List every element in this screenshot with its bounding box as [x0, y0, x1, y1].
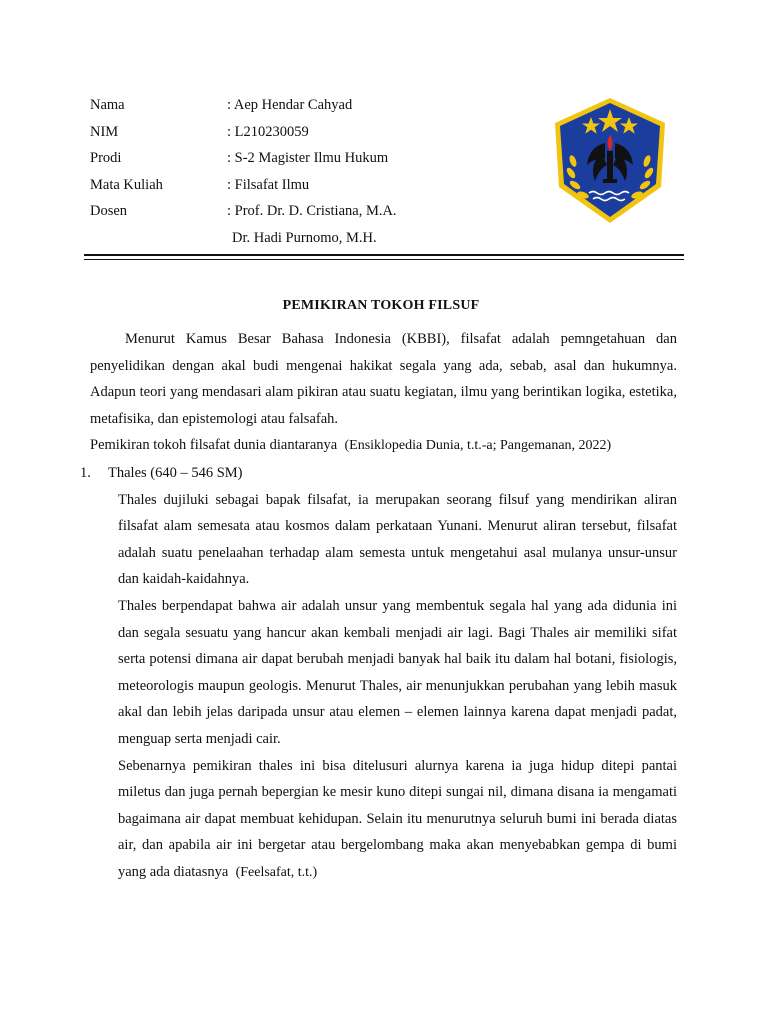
lead-sentence: [90, 432, 677, 460]
identity-row-prodi: [90, 145, 397, 172]
identity-row-dosen-2: [90, 225, 397, 252]
identity-label: NIM: [90, 123, 119, 140]
lead-text: Pemikiran tokoh filsafat dunia diantaranya: [90, 437, 338, 454]
identity-label-empty: [90, 225, 227, 252]
identity-row-nim: [90, 119, 397, 146]
identity-table: [90, 92, 397, 252]
university-emblem-icon: [549, 95, 671, 227]
list-paragraph: [90, 753, 677, 887]
list-paragraph: Thales dujiluki sebagai bapak filsafat, ia merupakan seorang filsuf yang mendirikan aliran filsafat alam semesata atau kosmos dalam perkataan Yunani. Menurut aliran tersebut, filsafat adalah suatu penelaahan terhadap alam semesta untuk mengetahui asal mulanya unsur-unsur dan kaidah-kaidahnya.: [118, 491, 677, 588]
list-paragraph-text: Sebenarnya pemikiran thales ini bisa ditelusuri alurnya karena ia juga hidup ditepi pantai miletus dan juga pernah bepergian ke mesir kuno ditepi sungai nil, dimana disana ia mengamati bagaimana air dapat membuat kehidupan. Selain itu menurutnya seluruh bumi ini berada diatas air, dan apabila air ini bergetar atau bergelombang maka akan menyebabkan gempa di bumi yang ada diatasnya: [118, 757, 677, 880]
identity-value: : Aep Hendar Cahyad: [227, 97, 353, 113]
intro-paragraph: Menurut Kamus Besar Bahasa Indonesia (KBBI), filsafat adalah pemngetahuan dan penyelidikan dengan akal budi mengenai hakikat segala yang ada, sebab, asal dan hukumnya. Adapun teori yang mendasari alam pikiran atau suatu kegiatan, ilmu yang berintikan logika, estetika, metafisika, dan epistemologi atau falsafah.: [90, 331, 677, 427]
identity-value: : L210230059: [227, 123, 309, 140]
page-title: PEMIKIRAN TOKOH FILSUF: [282, 298, 480, 313]
identity-value: : Filsafat Ilmu: [227, 176, 310, 193]
identity-label: Nama: [90, 97, 125, 113]
identity-row-mata-kuliah: [90, 172, 397, 199]
header-divider-thin: [84, 259, 684, 260]
final-citation: (Feelsafat, t.t.): [235, 864, 318, 880]
header-divider-thick: [84, 254, 684, 256]
document-body: [80, 326, 677, 886]
list-paragraph: Thales berpendapat bahwa air adalah unsur yang membentuk segala hal yang ada didunia ini dan segala sesuatu yang hancur akan kembali menjadi air lagi. Bagi Thales air memiliki sifat serta potensi dimana air dapat berubah menjadi banyak hal baik itu dalam hal botani, fisiologis, meteorologis maupun geologis. Menurut Thales, air menunjukkan perubahan yang lebih masuk akal dan lebih jelas daripada unsur atau elemen – elemen lainnya karena dapat menjadi padat, menguap serta menjadi cair.: [118, 597, 677, 747]
lead-citation: (Ensiklopedia Dunia, t.t.-a; Pangemanan, 2022): [344, 438, 612, 454]
identity-row-dosen: [90, 198, 397, 225]
identity-value: : Prof. Dr. D. Cristiana, M.A.: [227, 203, 397, 220]
identity-value: : S-2 Magister Ilmu Hukum: [227, 150, 389, 167]
identity-label: Mata Kuliah: [90, 176, 163, 193]
list-item: [80, 460, 677, 487]
list-number: 1.: [80, 464, 91, 481]
identity-label: Prodi: [90, 150, 122, 167]
identity-label: Dosen: [90, 203, 128, 220]
identity-value: Dr. Hadi Purnomo, M.H.: [232, 229, 377, 246]
identity-row-nama: [90, 92, 397, 119]
list-heading: Thales (640 – 546 SM): [108, 464, 243, 481]
